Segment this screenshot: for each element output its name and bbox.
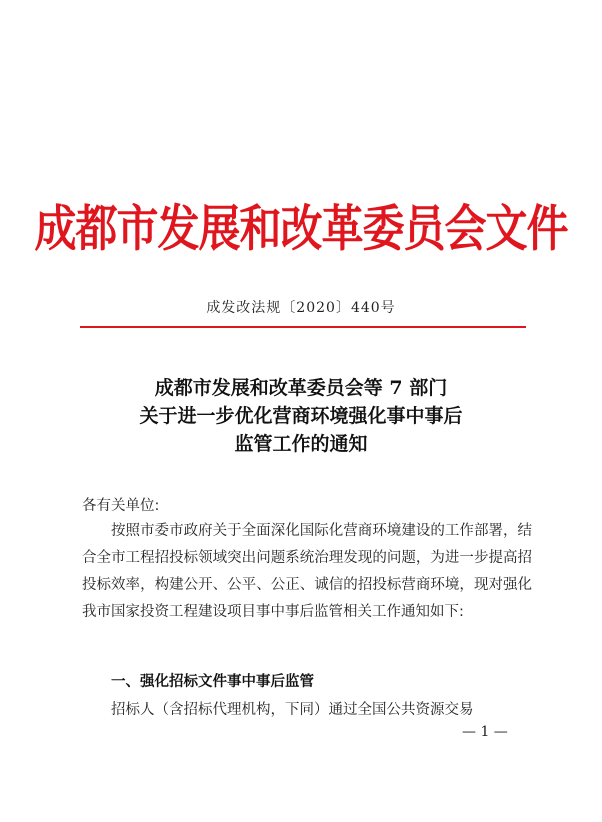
document-number: 成发改法规〔2020〕440号 [206, 300, 396, 316]
salutation: 各有关单位: [82, 498, 160, 514]
section-heading: 一、强化招标文件事中事后监管 [111, 674, 314, 690]
body-paragraph: 按照市委市政府关于全面深化国际化营商环境建设的工作部署，结合全市工程招投标领域突出问题系统治理发现的问题，为进一步提高招投标效率，构建公开、公平、公正、诚信的招投标营商环境，现对强化我市国家投资工程建设项目事中事后监管相关工作通知如下: [82, 523, 532, 620]
notice-title-line-2: 关于进一步优化营商环境强化事中事后 [139, 405, 463, 427]
red-divider-line [80, 326, 526, 328]
section-body-text: 招标人（含招标代理机构，下同）通过全国公共资源交易 [111, 702, 474, 718]
issuer-header: 成都市发展和改革委员会文件 [34, 199, 568, 258]
notice-title-line-1: 成都市发展和改革委员会等 7 部门 [154, 377, 448, 399]
notice-title-line-3: 监管工作的通知 [234, 433, 368, 455]
notice-title [0, 374, 602, 458]
page-number: — 1 — [462, 724, 508, 740]
